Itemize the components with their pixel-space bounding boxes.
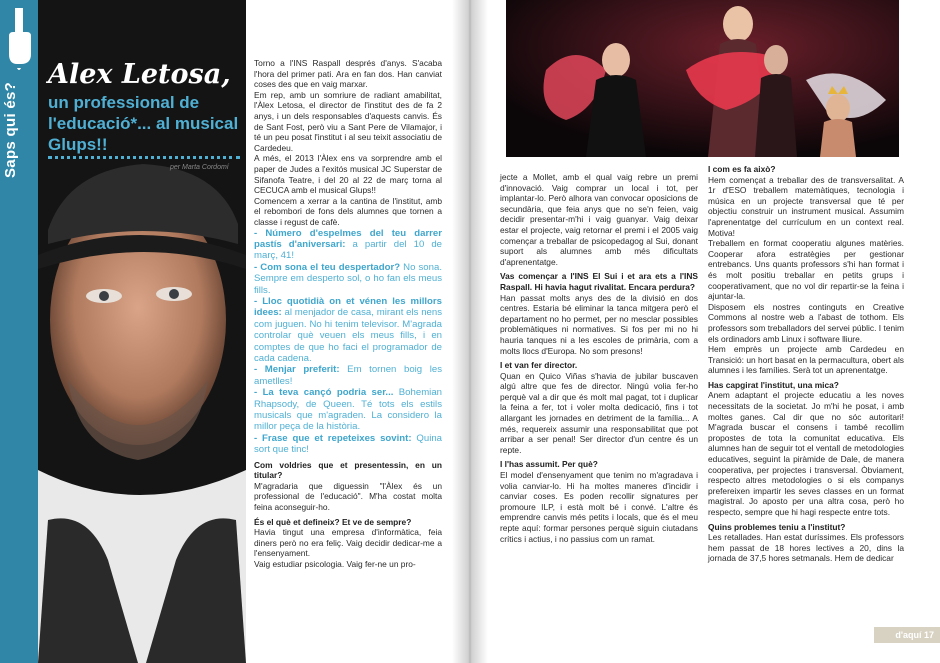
intro-paragraph: Torno a l'INS Raspall després d'anys. S'acaba l'hora del primer pati. Ara en fan dos. Han canviat coses des que en vaig marxar. [254, 58, 442, 90]
dotted-divider [48, 156, 240, 159]
quick-question-item [254, 296, 442, 364]
quick-answer: Em tornen boig les ametlles! [254, 364, 442, 387]
quick-answer: a partir del 10 de març, 41! [254, 238, 442, 262]
question: I et van fer director. [500, 360, 578, 371]
quick-answer: No sona. Sempre em desperto sol, o ho fan els meus fills. [254, 261, 442, 296]
pointing-hand-icon [3, 6, 35, 72]
answer: Han passat molts anys des de la divisió en dos centres. Estaria bé eliminar la tanca mitgera però el departament no ho permet, per no mesclar possibles problemàtiques ni normatives. Si fos per mi no hi hauria tanques ni a les escoles de primària, com a molts llocs d'Europa. No som presons! [500, 292, 698, 356]
section-sidebar: Saps qui és? [0, 0, 38, 663]
quick-question: - Número d'espelmes del teu darrer pastís d'aniversari: [254, 227, 442, 250]
article-title [48, 60, 244, 155]
quick-questions [254, 228, 442, 456]
answer: M'agradaria que diguessin "l'Àlex és un professional de l'educació". M'ha costat molta feina aconseguir-ho. [254, 480, 442, 512]
quick-question: - Frase que et repeteixes sovint: [254, 432, 412, 444]
quick-question-item [254, 364, 442, 387]
concert-photo [506, 0, 899, 157]
column-3 [708, 164, 904, 564]
answer: Treballem en format cooperatiu algunes matèries. Cooperar afora estratègies per gestionar entrebancs. Uns quants professors s'hi han format i és molt positiu treballar en petits grups i cooperativament, que no vol dir repartir-se la feina i ajuntar-la. [708, 238, 904, 302]
answer: Anem adaptant el projecte educatiu a les noves necessitats de la societat. Jo m'hi he posat, i amb moltes ganes. Cal dir que no sóc autoritari! M'agrada buscar el consens i també recollim propostes de tota la comunitat educativa. Els alumnes han de seguir tot el ventall de metodologies educatives, seguint la piràmide de Dale, de manera cooperativa, per projectes i transversal. Òbviament, respecto altres metodologies o si els companys prefereixen impartir les seves classes en un format magistral. Jo aposto per una altra cosa, però ho respecto, sempre que hi hagi respecte entre tots. [708, 390, 904, 517]
question: I l'has assumit. Per què? [500, 459, 598, 470]
column-2 [500, 172, 698, 544]
quick-question-item [254, 433, 442, 456]
quick-question: - Lloc quotidià on et vénen les millors idees: [254, 295, 442, 319]
answer: Havia tingut una empresa d'informàtica, feia diners però no era feliç. Vaig decidir dedicar-me a l'ensenyament. [254, 527, 442, 559]
intro-paragraph: A més, el 2013 l'Àlex ens va sorprendre amb el paper de Judes a l'exitós musical JC Superstar de Sifanofa Teatre, i del 20 al 22 de març torna al CECUCA amb el musical Glups!! [254, 153, 442, 196]
quick-question: - Menjar preferit: [254, 364, 340, 376]
question: Com voldries que et presentessin, en un titular? [254, 459, 442, 481]
question: Has capgirat l'institut, una mica? [708, 379, 839, 390]
question: I com es fa això? [708, 164, 776, 174]
quick-question-item [254, 387, 442, 433]
answer: Les retallades. Han estat duríssimes. Els professors hem passat de 18 hores lectives a 20, dins la jornada de 37,5 hores setmanals. Hem de dedicar [708, 532, 904, 564]
question: Vas començar a l'INS El Sui i et ara ets a l'INS Raspall. Hi havia hagut rivalitat. Encara perdura? [500, 271, 698, 292]
quick-question: - Com sona el teu despertador? [254, 261, 401, 273]
answer: Hem emprès un projecte amb Cardedeu en Transició: un hort basat en la permacultura, obert als alumnes i les famílies. Serà tot un aprenentatge. [708, 344, 904, 376]
question: És el què et defineix? Et ve de sempre? [254, 516, 412, 527]
quick-question-item [254, 262, 442, 296]
answer: Disposem els nostres continguts en Creative Commons al nostre web a l'abast de tothom. Els professors som treballadors del servei públic. I tenim els ordinadors amb Linux i software lliure. [708, 301, 904, 344]
column-1 [254, 58, 442, 570]
answer: Quan en Quico Viñas s'havia de jubilar buscaven algú altre que fes de director. Ningú volia fer-ho perquè val a dir que és molt mal pagat, tot i duplicar la feina a fer, tot i voler molta dedicació, fins i tot allargant les jornades en detriment de la família... A més, requereix assumir una responsabilitat que pot arribar a ser penal! Ser director d'un centre és un repte. [500, 370, 698, 455]
intro-paragraph: Em rep, amb un somriure de radiant amabilitat, l'Àlex Letosa, el director de l'institut des de fa 2 anys, i un dels responsables d'aquests canvis. És de Sant Fost, però viu a Sant Pere de Vilamajor, i té un peu posat l'institut i al seu teixit associatiu de Cardedeu. [254, 89, 442, 153]
answer: El model d'ensenyament que tenim no m'agradava i volia canviar-lo. Hi ha moltes maneres d'incidir i canviar coses. Es poden recollir signatures per promoure ILP, i està molt bé i convé. L'altre és emprendre canvis més petits i locals, que és el meu repte aquí: formar persones perquè siguin ciutadans crítics i actius, i no passius com un ramat. [500, 470, 698, 544]
byline: per Marta Cordomí [170, 164, 229, 171]
answer: Hem començat a treballar des de transversalitat. A 1r d'ESO treballem matemàtiques, tecnologia i música en un projecte transversal que té per objectiu construir un instrument musical. Assumim l'aprenentatge del currículum en un context real. Motiva! [708, 174, 904, 238]
quick-question-item [254, 228, 442, 262]
question: Quins problemes teniu a l'institut? [708, 521, 846, 532]
quick-answer: al menjador de casa, mirant els nens com juguen. No hi tenim televisor. M'agrada controlar què veuen els meus fills, i en comptes de que ho faci el programador de cada cadena. [254, 307, 442, 364]
answer: Vaig estudiar psicologia. Vaig fer-ne un pro- [254, 558, 416, 569]
page-number: 17 [923, 630, 934, 640]
quick-answer: Bohemian Rhapsody, de Queen. Té tots els estils musicals que m'agraden. La considero la millor peça de la història. [254, 387, 442, 433]
intro-paragraph: Comencem a xerrar a la cantina de l'institut, amb el rebombori de fons dels alumnes que tornen a classe i regust de cafè. [254, 195, 442, 227]
magazine-name: d'aquí [895, 630, 922, 640]
title-name: Alex Letosa, [48, 59, 231, 90]
quick-answer: Quina sort que tinc! [254, 432, 442, 456]
quick-question: - La teva cançó podria ser... [254, 387, 394, 399]
answer: jecte a Mollet, amb el qual vaig rebre un premi d'innovació. Vaig comprar un local i tot, per implantar-lo. Però alhora van convocar oposicions de secundària, que feia anys que no se'n feien, vaig decidir presentar-m'hi i vaig guanyar. Vaig deixar estar el projecte, vaig retornar el premi i el 2005 vaig començar a treballar de psicopedagog al Sui, donant suport als alumnes amb més dificultats d'aprenentatge. [500, 172, 698, 267]
title-subtitle: un professional de l'educació*... al musical Glups!! [48, 93, 239, 154]
page-footer [874, 627, 940, 643]
